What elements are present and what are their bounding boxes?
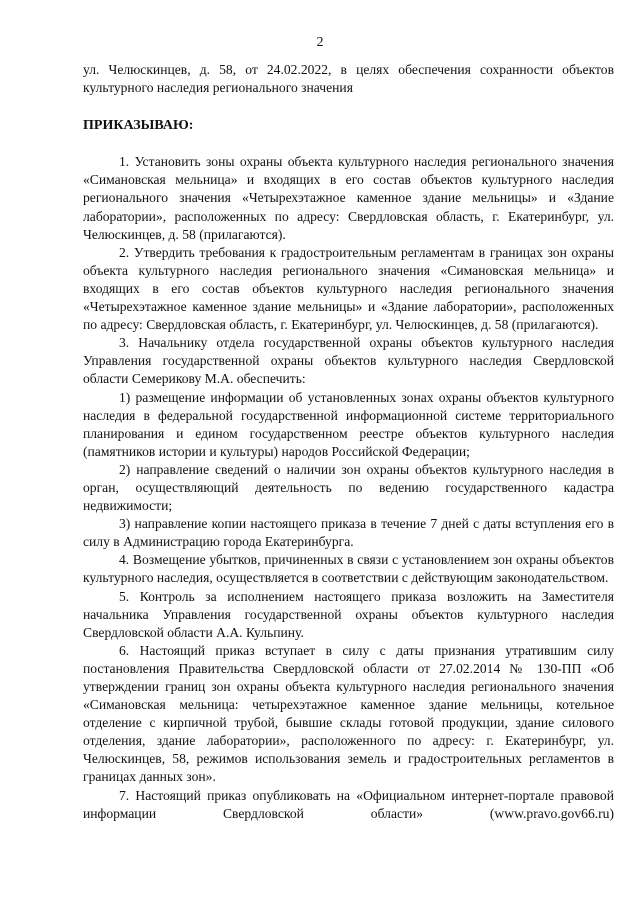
document-body xyxy=(83,61,614,823)
paragraph-1: 1. Установить зоны охраны объекта культурного наследия регионального значения «Симановская мельница» и входящих в его состав объектов культурного наследия регионального значения «Четырехэтажное каменное здание мельницы» и «Здание лаборатории», расположенных по адресу: Свердловская область, г. Екатеринбург, ул. Челюскинцев, д. 58 (прилагаются). xyxy=(83,154,614,242)
page-number: 2 xyxy=(316,35,324,50)
paragraph-2: 2. Утвердить требования к градостроительным регламентам в границах зон охраны объекта культурного наследия регионального значения «Симановская мельница» и входящих в его состав объектов культурного наследия регионального значения «Четырехэтажное каменное здание мельницы» и «Здание лаборатории», расположенных по адресу: Свердловская область, г. Екатеринбург, ул. Челюскинцев, д. 58 (прилагаются). xyxy=(83,244,614,333)
intro-paragraph: ул. Челюскинцев, д. 58, от 24.02.2022, в целях обеспечения сохранности объектов культурного наследия регионального значения xyxy=(83,62,614,96)
paragraph-7: 7. Настоящий приказ опубликовать на «Официальном интернет-портале правовой информации Свердловской области» (www.pravo.gov66.ru) xyxy=(83,787,614,821)
subparagraph-3-2: 2) направление сведений о наличии зон охраны объектов культурного наследия в орган, осуществляющий деятельность по ведению государственного кадастра недвижимости; xyxy=(83,461,614,514)
subparagraph-3-3: 3) направление копии настоящего приказа в течение 7 дней с даты вступления его в силу в Администрацию города Екатеринбурга. xyxy=(83,516,614,550)
subparagraph-3-1: 1) размещение информации об установленных зонах охраны объектов культурного наследия в федеральной государственной информационной системе территориального планирования и едином государственном реестре объектов культурного наследия (памятников истории и культуры) народов Российской Федерации; xyxy=(83,389,614,459)
paragraph-4: 4. Возмещение убытков, причиненных в связи с установлением зон охраны объектов культурного наследия, осуществляется в соответствии с действующим законодательством. xyxy=(83,552,614,586)
paragraph-5: 5. Контроль за исполнением настоящего приказа возложить на Заместителя начальника Управления государственной охраны объектов культурного наследия Свердловской области А.А. Кульпину. xyxy=(83,588,614,640)
paragraph-3: 3. Начальнику отдела государственной охраны объектов культурного наследия Управления государственной охраны объектов культурного наследия Свердловской области Семерикову М.А. обеспечить: xyxy=(83,335,614,387)
paragraph-6: 6. Настоящий приказ вступает в силу с даты признания утратившим силу постановления Правительства Свердловской области от 27.02.2014 № 130-ПП «Об утверждении границ зон охраны объекта культурного наследия регионального значения «Симановская мельница: четырехэтажное каменное здание мельницы, котельное отделение с кирпичной трубой, бывшие склады готовой продукции, здание силового отделения, здание лаборатории», расположенного по адресу: г. Екатеринбург, ул. Челюскинцев, 58, режимов использования земель и градостроительных регламентов в границах данных зон». xyxy=(83,642,614,785)
order-heading: ПРИКАЗЫВАЮ: xyxy=(83,118,194,134)
